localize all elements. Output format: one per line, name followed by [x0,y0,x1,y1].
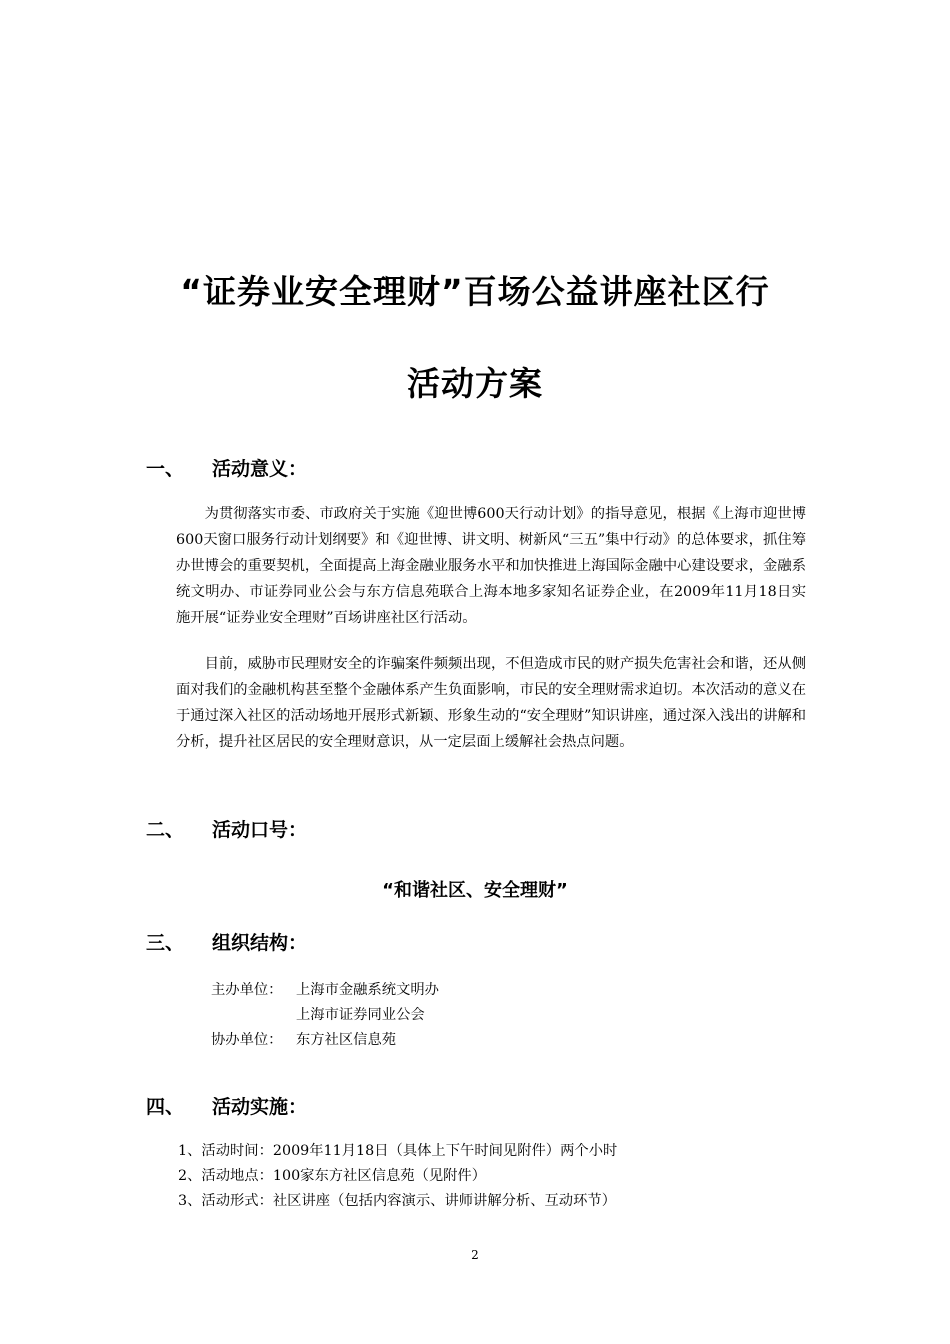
implementation-item: 1、活动时间：2009年11月18日（具体上下午时间见附件）两个小时 [178,1143,618,1159]
co-host-label: 协办单位： [211,1032,283,1048]
section-heading-significance [146,454,307,481]
document-title-line2: 活动方案 [407,364,543,403]
section-number: 三、 [146,932,185,954]
co-host-org-1: 东方社区信息苑 [296,1032,397,1048]
page-number: 2 [471,1248,479,1262]
host-org-1: 上海市金融系统文明办 [296,982,439,998]
section-heading-organization [146,928,307,955]
activity-slogan: “和谐社区、安全理财” [382,880,568,901]
section-title: 组织结构： [212,932,308,954]
section-number: 四、 [146,1096,185,1118]
section-title: 活动实施： [212,1096,308,1118]
implementation-item: 3、活动形式：社区讲座（包括内容演示、讲师讲解分析、互动环节） [178,1193,616,1209]
significance-paragraph-2: 目前，威胁市民理财安全的诈骗案件频频出现，不但造成市民的财产损失危害社会和谐，还从侧面对我们的金融机构甚至整个金融体系产生负面影响，市民的安全理财需求迫切。本次活动的意义在于通过深入社区的活动场地开展形式新颖、形象生动的“安全理财”知识讲座，通过深入浅出的讲解和分析，提升社区居民的安全理财意识，从一定层面上缓解社会热点问题。 [176,656,806,750]
host-label: 主办单位： [211,982,283,998]
section-number: 一、 [146,458,185,480]
section-number: 二、 [146,819,185,841]
host-org-2: 上海市证券同业公会 [296,1007,425,1023]
significance-paragraph-1: 为贯彻落实市委、市政府关于实施《迎世博600天行动计划》的指导意见，根据《上海市迎世博600天窗口服务行动计划纲要》和《迎世博、讲文明、树新风“三五”集中行动》的总体要求，抓住筹办世博会的重要契机，全面提高上海金融业服务水平和加快推进上海国际金融中心建设要求，金融系统文明办、市证券同业公会与东方信息苑联合上海本地多家知名证券企业，在2009年11月18日实施开展“证券业安全理财”百场讲座社区行活动。 [176,506,806,626]
implementation-item: 2、活动地点：100家东方社区信息苑（见附件） [178,1168,487,1184]
document-title-line1: “证券业安全理财”百场公益讲座社区行 [180,272,770,311]
section-title: 活动意义： [212,458,308,480]
section-title: 活动口号： [212,819,308,841]
section-heading-implementation [146,1092,307,1119]
section-heading-slogan [146,815,307,842]
